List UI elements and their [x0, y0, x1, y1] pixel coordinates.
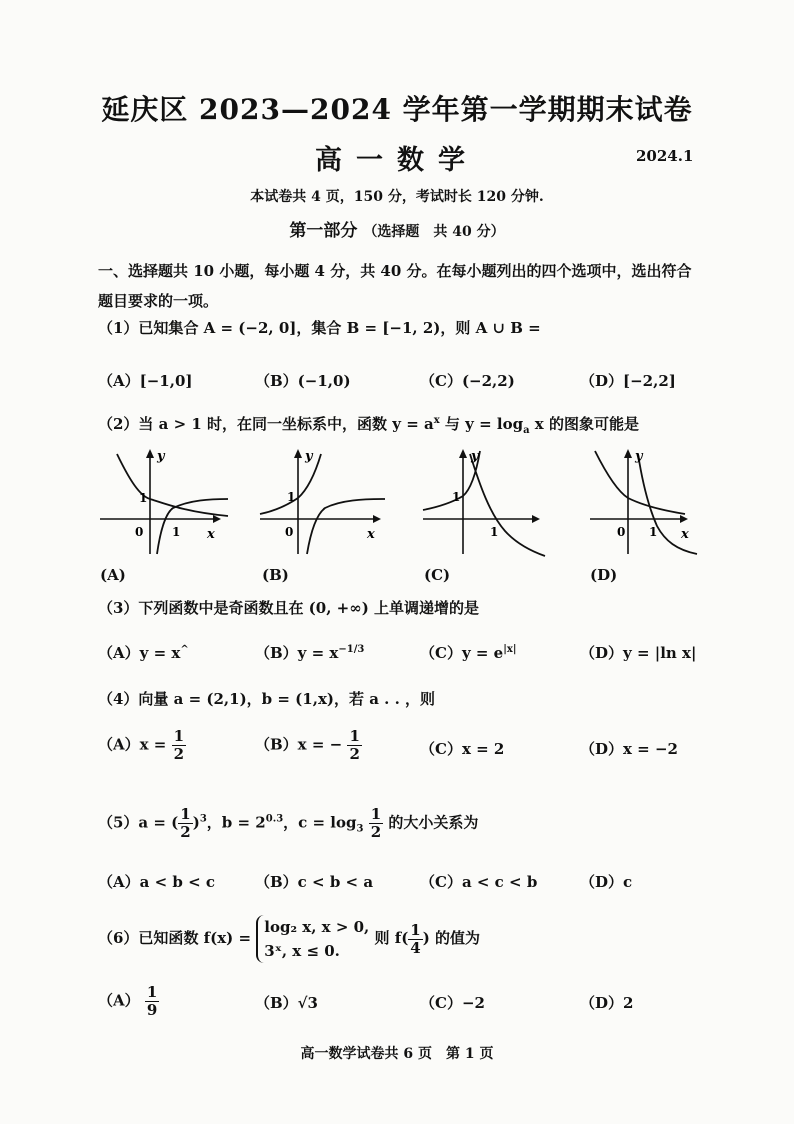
- exam-info: 本试卷共 4 页，150 分，考试时长 120 分钟.: [250, 189, 544, 205]
- q1-stem: （1）已知集合 A = (−2, 0]，集合 B = [−1, 2)，则 A ∪ B =: [98, 319, 541, 337]
- q6-option-a: [98, 984, 159, 1019]
- denominator: 4: [410, 938, 421, 957]
- q5-stem-part: ，b = 2: [206, 813, 266, 832]
- q5-option-d: （D）c: [580, 873, 633, 891]
- q5-exponent: 3: [199, 813, 207, 825]
- y-label: y: [305, 449, 313, 464]
- part-note: （选择题 共 40 分）: [363, 224, 505, 240]
- denominator: 2: [370, 823, 382, 841]
- one-label: 1: [139, 491, 148, 505]
- numerator: 1: [173, 727, 185, 745]
- q4-option-c: （C）x = 2: [420, 740, 505, 758]
- q1-option-c: （C）(−2,2): [420, 372, 515, 390]
- q1-option-d: （D）[−2,2]: [580, 372, 676, 390]
- y-label: y: [471, 449, 479, 464]
- graph-c-label: (C): [424, 566, 451, 584]
- part-title: 第一部分: [289, 221, 358, 241]
- q3-option-b: [255, 642, 364, 663]
- q5-stem-part: 的大小关系为: [388, 813, 479, 832]
- q2-exponent: x: [433, 415, 440, 426]
- q4-option-d: （D）x = −2: [580, 740, 678, 758]
- q3-option-b-text: （B）y = x: [255, 644, 339, 662]
- y-axis-arrow: [459, 449, 467, 458]
- numerator: 1: [410, 920, 421, 939]
- q6-stem-part: （6）已知函数 f(x) =: [98, 929, 252, 947]
- q5-stem-part: ): [192, 813, 200, 832]
- one-label: 1: [649, 525, 658, 539]
- graph-a-label: (A): [100, 566, 126, 584]
- q2-stem-part: 与 y = log: [439, 415, 524, 433]
- q6-option-a-label: （A）: [98, 991, 140, 1010]
- fraction: [347, 728, 361, 763]
- q5-option-b: （B）c < b < a: [255, 873, 374, 891]
- q2-stem-part: x 的图象可能是: [529, 415, 639, 433]
- q2-stem-part: a > 1 时，在同一坐标系中，函数 y = a: [153, 415, 434, 433]
- q3-option-c-exp: |x|: [503, 644, 517, 655]
- q3-option-a-exp: ^: [180, 644, 189, 655]
- q6-stem-part: ) 的值为: [422, 929, 481, 947]
- numerator: 1: [349, 727, 360, 745]
- q6-option-b: （B）√3: [255, 994, 318, 1012]
- q5-log-base: 3: [356, 823, 364, 835]
- fraction: [145, 984, 159, 1019]
- numerator: 1: [370, 805, 382, 823]
- denominator: 2: [173, 745, 185, 763]
- y-axis-arrow: [294, 449, 302, 458]
- page-footer: 高一数学试卷共 6 页 第 1 页: [300, 1046, 494, 1062]
- q4-stem: （4）向量 a = (2,1)，b = (1,x)，若 a . . ，则: [98, 690, 436, 708]
- q5-stem: [98, 806, 478, 841]
- y-label: y: [157, 449, 165, 464]
- denominator: 2: [349, 745, 360, 763]
- x-label: x: [207, 527, 215, 542]
- q6-stem-part: 则 f(: [374, 929, 409, 947]
- curve-decreasing: [470, 454, 545, 556]
- part-heading: [0, 216, 794, 241]
- graph-d: [585, 446, 700, 558]
- q5-stem-part: （5）a = (: [98, 813, 179, 832]
- y-label: y: [635, 449, 643, 464]
- one-label: 1: [287, 490, 296, 504]
- graph-b-label: (B): [262, 566, 289, 584]
- q6-option-c: （C）−2: [420, 994, 485, 1012]
- q3-option-b-exp: −1/3: [338, 644, 365, 655]
- q2-stem-part: （2）当: [98, 415, 154, 433]
- q3-option-c: [420, 642, 516, 663]
- q3-option-c-text: （C）y = e: [420, 644, 504, 662]
- fraction: [408, 922, 422, 957]
- exam-date: 2024.1: [636, 147, 694, 165]
- x-axis-arrow: [373, 515, 381, 523]
- q6-stem: [98, 915, 480, 963]
- graph-d-label: (D): [590, 566, 618, 584]
- q4-option-a-label: （A）x =: [98, 735, 167, 754]
- q3-stem: （3）下列函数中是奇函数且在 (0, +∞) 上单调递增的是: [98, 599, 480, 617]
- piecewise-case: 3ˣ, x ≤ 0.: [264, 942, 340, 960]
- one-label: 1: [452, 490, 461, 504]
- q2-log-base: a: [523, 425, 530, 436]
- origin-label: 0: [285, 525, 294, 539]
- q5-option-a: （A）a < b < c: [98, 873, 216, 891]
- x-axis-arrow: [532, 515, 540, 523]
- graph-a: [95, 446, 230, 558]
- graph-c: [420, 446, 555, 558]
- q3-option-a-text: （A）y = x: [98, 644, 181, 662]
- fraction: [369, 806, 383, 841]
- piecewise-definition: [256, 915, 369, 963]
- q4-option-b-label: （B）x = −: [255, 735, 343, 754]
- q3-option-d: （D）y = |ln x|: [580, 644, 697, 662]
- y-axis-arrow: [624, 449, 632, 458]
- graph-b: [255, 446, 390, 558]
- x-label: x: [367, 527, 375, 542]
- q5-stem-part: ，c = log: [283, 813, 357, 832]
- x-label: x: [681, 527, 689, 542]
- denominator: 9: [146, 1001, 158, 1019]
- q2-stem: [98, 413, 639, 436]
- curve-exp: [117, 454, 228, 516]
- q4-option-b: [255, 728, 362, 763]
- origin-label: 0: [135, 525, 144, 539]
- one-label: 1: [172, 525, 181, 539]
- numerator: 1: [146, 983, 158, 1001]
- fraction: [172, 728, 186, 763]
- origin-label: 0: [617, 525, 626, 539]
- y-axis-arrow: [146, 449, 154, 458]
- exam-title: 延庆区 2023—2024 学年第一学期期末试卷: [101, 93, 693, 126]
- denominator: 2: [180, 823, 191, 841]
- fraction: [178, 806, 192, 841]
- piecewise-case: log₂ x, x > 0,: [264, 918, 370, 936]
- q1-option-a: （A）[−1,0]: [98, 372, 193, 390]
- one-label: 1: [490, 525, 499, 539]
- x-axis-arrow: [680, 515, 688, 523]
- q6-option-d: （D）2: [580, 994, 634, 1012]
- q3-option-a: [98, 642, 189, 663]
- section-intro: 一、选择题共 10 小题，每小题 4 分，共 40 分。在每小题列出的四个选项中，选出符合题目要求的一项。: [98, 262, 692, 310]
- q5-exponent: 0.3: [265, 813, 284, 825]
- curve-log: [157, 499, 228, 554]
- q4-option-a: [98, 728, 186, 763]
- subject-title: 高一数学: [315, 145, 479, 176]
- q1-option-b: （B）(−1,0): [255, 372, 351, 390]
- numerator: 1: [180, 805, 191, 823]
- x-axis-arrow: [213, 515, 221, 523]
- q5-option-c: （C）a < c < b: [420, 873, 538, 891]
